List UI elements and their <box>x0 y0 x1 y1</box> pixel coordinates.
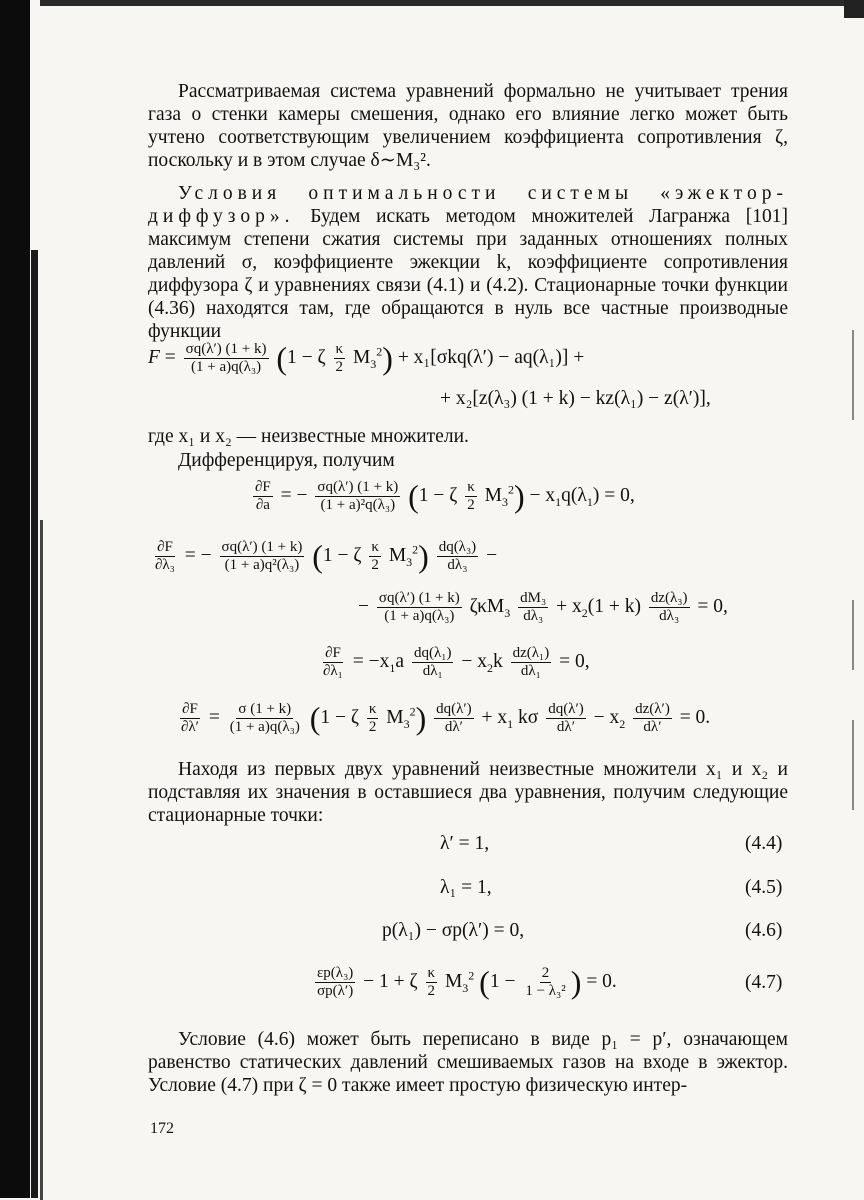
section-block <box>148 182 788 343</box>
scan-edge-line <box>40 520 43 1200</box>
paragraph-4-block <box>148 1028 788 1097</box>
page-number: 172 <box>150 1120 174 1137</box>
scan-right-line <box>852 330 854 420</box>
scan-top-shadow <box>40 0 850 6</box>
equation-number: (4.6) <box>745 920 783 941</box>
scan-corner-mark <box>844 0 864 18</box>
equation-4-4: λ′ = 1, <box>440 833 490 854</box>
paragraph-2: Будем искать методом множителей Лагранжа [101] максимум степени сжатия системы при заданных отношениях полных давлений σ, коэффициенте эжекции k, коэффициенте сопротивления диффузора ζ и уравнениях связи (4.1) и (4.2). Стационарные точки функции (4.36) находятся там, где обращаются в нуль все частные производные функции <box>148 206 788 342</box>
equation-F-line1-tail: + x₁[σkq(λ′) − aq(λ₁)] + <box>397 346 585 368</box>
scan-edge-shadow <box>0 0 30 1198</box>
section-heading: Условия оптимальности системы «эжектор-диффузор». <box>148 183 788 227</box>
paragraph-3: Находя из первых двух уравнений неизвестные множители x₁ и x₂ и подставляя их значения в оставшиеся два уравнения, получим следующие стационарные точки: <box>148 759 788 826</box>
paragraph-3-block <box>148 758 788 827</box>
scan-edge-shadow-inner <box>31 250 38 1198</box>
paragraph-4: Условие (4.6) может быть переписано в виде p₁ = p′, означающем равенство статических давлений смешиваемых газов на входе в эжектор. Условие (4.7) при ζ = 0 также имеет простую физическую интер- <box>148 1029 788 1096</box>
paragraph-1: Рассматриваемая система уравнений формально не учитывает трения газа о стенки камеры смешения, однако его влияние легко может быть учтено соответствующим увеличением коэффициента сопротивления ζ, поскольку и в этом случае δ∼M₃². <box>148 81 788 171</box>
equation-number: (4.4) <box>745 833 783 854</box>
equation-dF-dlprime: $\frac{\partial F}{\partial\lambda'}$ = $\frac{\sigma (1 + k)}{\text{(1 + a)q(λ₃)}}$ (1 − ζ $\frac{\kappa}{2}$ $M_3^2$) $\frac{dq(\lambda')}{d\lambda'}$ + $x_1$ kσ $\frac{dq(\lambda')}{d\lambda'}$ − $x_2$ $\frac{dz(\lambda')}{d\lambda'}$ = 0. <box>181 700 711 736</box>
equation-4-5: λ₁ = 1, <box>440 877 492 898</box>
differentiating-text: Дифференцируя, получим <box>178 450 395 471</box>
equation-4-7: $\frac{\text{εp(λ₃)}}{\sigma p(\lambda')}$ − 1 + ζ $\frac{\kappa}{2}$ $M_3^2$ (1 − $\frac{2}{\text{1 − λ₃²}}$ ) = 0. <box>317 964 617 1000</box>
equation-dF-dl3-line1: $\frac{\partial F}{\text{∂λ₃}}$ = − $\frac{\sigma q(\lambda') (1 + k)}{\text{(1 + a)q²(λ₃)}}$ (1 − ζ $\frac{\kappa}{2}$ $M_3^2$) $\frac{\text{dq(λ₃)}}{\text{dλ₃}}$ − <box>155 538 498 574</box>
equation-dF-da: $\frac{\partial F}{\partial a}$ = − $\frac{\sigma q(\lambda') (1 + k)}{\text{(1 + a)²q(λ₃)}}$ (1 − ζ $\frac{\kappa}{2}$ $M_3^2) - x_1q(\lambda_1) = 0$, <box>255 478 635 514</box>
page-body <box>148 80 788 172</box>
equation-number: (4.7) <box>745 972 783 993</box>
equation-F-line1: F = $\frac{\sigma q(\lambda') (1 + k)}{\text{(1 + a)q(λ₃)}}$ (1 − ζ $\frac{\kappa}{2}$ $M_3^2) + x_1[\sigma kq(\lambda') - aq(\lambda_1)]$ + <box>148 340 585 376</box>
scan-right-line <box>852 600 854 670</box>
equation-dF-dl1: $\frac{\partial F}{\text{∂λ₁}}$ = $-x_1a$ $\frac{\text{dq(λ₁)}}{\text{dλ₁}}$ − $x_2k$ $\frac{\text{dz(λ₁)}}{\text{dλ₁}}$ = 0, <box>323 645 590 679</box>
equation-number: (4.5) <box>745 877 783 898</box>
equation-4-6: p(λ₁) − σp(λ′) = 0, <box>382 920 525 941</box>
equation-F-line2: + x₂[z(λ₃) (1 + k) − kz(λ₁) − z(λ′)], <box>440 388 711 409</box>
scan-right-line <box>852 720 854 810</box>
where-text: где x₁ и x₂ — неизвестные множители. <box>148 426 469 447</box>
equation-dF-dl3-line2: − $\frac{\sigma q(\lambda') (1 + k)}{\text{(1 + a)q(λ₃)}}$ ζκM$_3$ $\frac{\text{dM₃}}{\text{dλ₃}}$ + $x_2(1 + k)$ $\frac{\text{dz(λ₃)}}{\text{dλ₃}}$ = 0, <box>358 590 728 624</box>
